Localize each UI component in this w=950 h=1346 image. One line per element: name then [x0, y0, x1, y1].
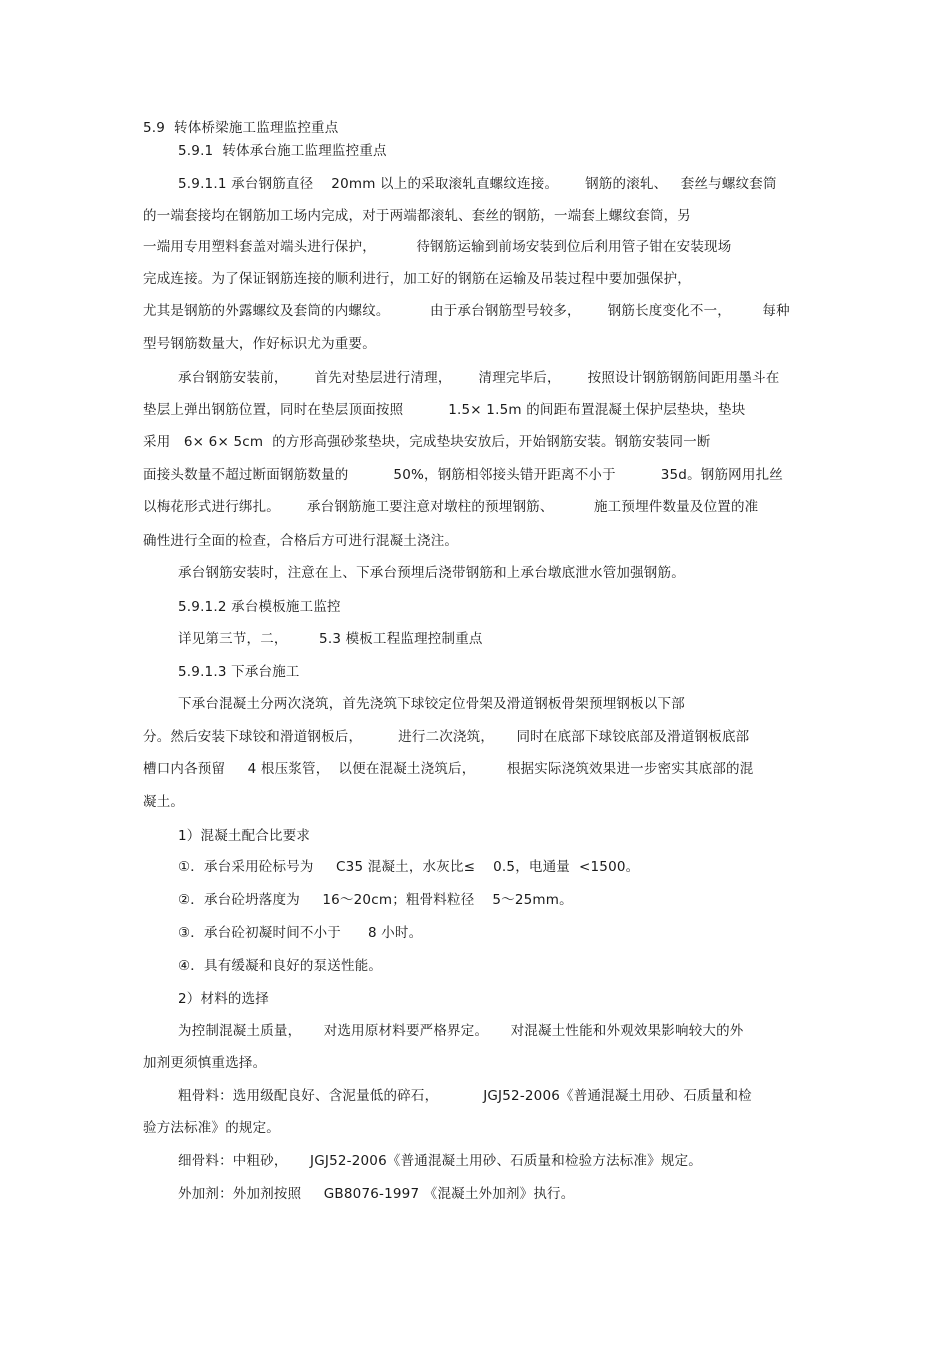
paragraph-line: 采用 6× 6× 5cm 的方形高强砂浆垫块，完成垫块安放后，开始钢筋安装。钢筋安装同一断	[143, 434, 711, 450]
paragraph-line: 的一端套接均在钢筋加工场内完成，对于两端都滚轧、套丝的钢筋，一端套上螺纹套筒，另	[143, 208, 691, 224]
list-item: ④．具有缓凝和良好的泵送性能。	[178, 958, 383, 974]
paragraph-line: 下承台混凝土分两次浇筑，首先浇筑下球铰定位骨架及滑道钢板骨架预埋钢板以下部	[178, 696, 685, 712]
paragraph-line: 外加剂：外加剂按照 GB8076-1997 《混凝土外加剂》执行。	[178, 1186, 575, 1202]
section-heading-5-9: 5.9 转体桥梁施工监理监控重点	[143, 120, 339, 136]
paragraph-line: 5.9.1.1 承台钢筋直径 20mm 以上的采取滚轧直螺纹连接。 钢筋的滚轧、 套丝与螺纹套筒	[178, 176, 777, 192]
list-item: ②．承台砼坍落度为 16～20cm；粗骨料粒径 5～25mm。	[178, 892, 573, 908]
paragraph-line: 凝土。	[143, 794, 185, 810]
paragraph-line: 槽口内各预留 4 根压浆管， 以便在混凝土浇筑后， 根据实际浇筑效果进一步密实其底部的混	[143, 761, 754, 777]
paragraph-line: 垫层上弹出钢筋位置，同时在垫层顶面按照 1.5× 1.5m 的间距布置混凝土保护层垫块，垫块	[143, 402, 746, 418]
section-heading-5-9-1-3: 5.9.1.3 下承台施工	[178, 664, 300, 680]
paragraph-line: 承台钢筋安装前， 首先对垫层进行清理， 清理完毕后， 按照设计钢筋钢筋间距用墨斗在	[178, 370, 780, 386]
paragraph-line: 尤其是钢筋的外露螺纹及套筒的内螺纹。 由于承台钢筋型号较多， 钢筋长度变化不一， 每种	[143, 303, 790, 319]
paragraph-line: 细骨料：中粗砂， JGJ52-2006《普通混凝土用砂、石质量和检验方法标准》规定。	[178, 1153, 702, 1169]
paragraph-line: 加剂更须慎重选择。	[143, 1055, 267, 1071]
paragraph-line: 验方法标准》的规定。	[143, 1120, 280, 1136]
paragraph-line: 面接头数量不超过断面钢筋数量的 50%，钢筋相邻接头错开距离不小于 35d。钢筋网用扎丝	[143, 467, 783, 483]
subheading-mix-ratio: 1）混凝土配合比要求	[178, 828, 311, 844]
paragraph-line: 粗骨料：选用级配良好、含泥量低的碎石， JGJ52-2006《普通混凝土用砂、石质量和检	[178, 1088, 752, 1104]
paragraph-line: 型号钢筋数量大，作好标识尤为重要。	[143, 336, 376, 352]
paragraph-line: 以梅花形式进行绑扎。 承台钢筋施工要注意对墩柱的预埋钢筋、 施工预埋件数量及位置的准	[143, 499, 759, 515]
paragraph-line: 为控制混凝土质量， 对选用原材料要严格界定。 对混凝土性能和外观效果影响较大的外	[178, 1023, 744, 1039]
paragraph-line: 一端用专用塑料套盖对端头进行保护， 待钢筋运输到前场安装到位后利用管子钳在安装现场	[143, 239, 732, 255]
paragraph-line: 详见第三节，二， 5.3 模板工程监理控制重点	[178, 631, 483, 647]
paragraph-line: 完成连接。为了保证钢筋连接的顺利进行，加工好的钢筋在运输及吊装过程中要加强保护，	[143, 271, 691, 287]
paragraph-line: 分。然后安装下球铰和滑道钢板后， 进行二次浇筑， 同时在底部下球铰底部及滑道钢板底部	[143, 729, 750, 745]
subheading-material-selection: 2）材料的选择	[178, 991, 269, 1007]
list-item: ③．承台砼初凝时间不小于 8 小时。	[178, 925, 423, 941]
paragraph-line: 承台钢筋安装时，注意在上、下承台预埋后浇带钢筋和上承台墩底泄水管加强钢筋。	[178, 565, 685, 581]
list-item: ①．承台采用砼标号为 C35 混凝土，水灰比≤ 0.5，电通量 <1500。	[178, 859, 640, 875]
paragraph-line: 确性进行全面的检查，合格后方可进行混凝土浇注。	[143, 533, 459, 549]
section-heading-5-9-1-2: 5.9.1.2 承台模板施工监控	[178, 599, 341, 615]
section-heading-5-9-1: 5.9.1 转体承台施工监理监控重点	[178, 143, 387, 159]
